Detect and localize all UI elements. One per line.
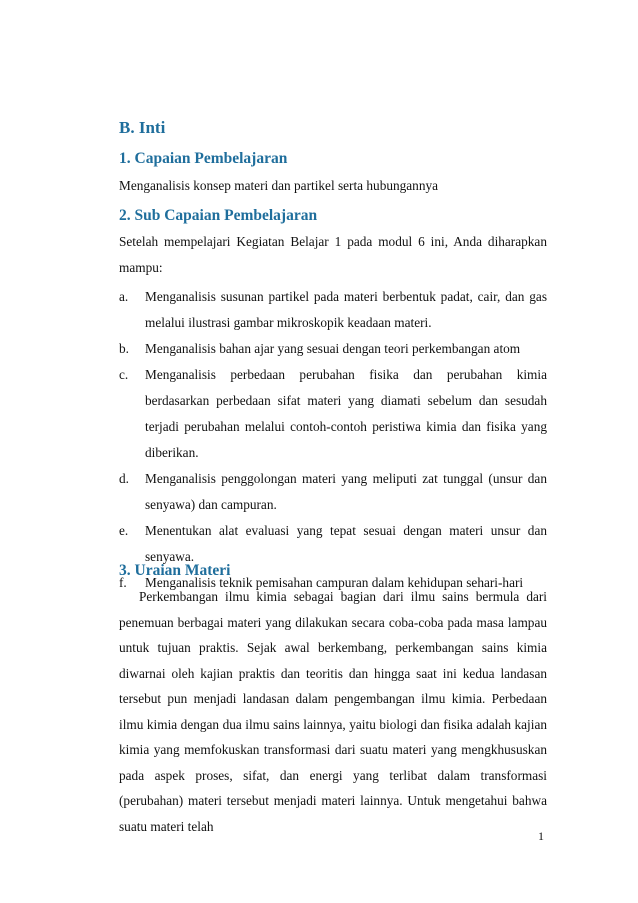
section-title: B. Inti xyxy=(119,118,166,137)
uraian-heading: 3. Uraian Materi xyxy=(119,562,231,579)
learning-objectives-list xyxy=(119,284,547,596)
sub-capaian-heading: 2. Sub Capaian Pembelajaran xyxy=(119,207,318,224)
objective-item xyxy=(119,284,547,336)
objective-item xyxy=(119,466,547,518)
capaian-text: Menganalisis konsep materi dan partikel serta hubungannya xyxy=(119,178,439,193)
objective-marker: e. xyxy=(119,523,129,538)
objective-marker: c. xyxy=(119,367,129,382)
uraian-paragraph: Perkembangan ilmu kimia sebagai bagian dari ilmu sains bermula dari penemuan berbagai materi yang dilakukan secara coba-coba pada masa lampau untuk tujuan praktis. Sejak awal berkembang, perkembangan sains kimia diwarnai oleh kajian praktis dan teoritis dan hingga saat ini kedua landasan tersebut pun menjadi landasan dalam pengembangan ilmu kimia. Perbedaan ilmu kimia dengan dua ilmu sains lainnya, yaitu biologi dan fisika adalah kajian kimia yang memfokuskan transformasi dari suatu materi yang mengkhususkan pada aspek proses, sifat, dan energi yang terlibat dalam transformasi (perubahan) materi tersebut menjadi materi lainnya. Untuk mengetahui bahwa suatu materi telah xyxy=(119,589,547,834)
objective-marker: a. xyxy=(119,289,129,304)
objective-text: Menganalisis penggolongan materi yang meliputi zat tunggal (unsur dan senyawa) dan campuran. xyxy=(145,471,547,512)
objective-marker: d. xyxy=(119,471,129,486)
objective-text: Menentukan alat evaluasi yang tepat sesuai dengan materi unsur dan senyawa. xyxy=(145,523,547,564)
objective-item xyxy=(119,336,547,362)
objective-text: Menganalisis susunan partikel pada materi berbentuk padat, cair, dan gas melalui ilustrasi gambar mikroskopik keadaan materi. xyxy=(145,289,547,330)
objective-text: Menganalisis bahan ajar yang sesuai dengan teori perkembangan atom xyxy=(145,341,521,356)
sub-capaian-intro: Setelah mempelajari Kegiatan Belajar 1 pada modul 6 ini, Anda diharapkan mampu: xyxy=(119,234,547,275)
objective-item xyxy=(119,362,547,466)
objective-text: Menganalisis teknik pemisahan campuran dalam kehidupan sehari-hari xyxy=(145,575,524,590)
page-number: 1 xyxy=(538,829,544,843)
objective-marker: b. xyxy=(119,341,129,356)
objective-text: Menganalisis perbedaan perubahan fisika dan perubahan kimia berdasarkan perbedaan sifat materi yang diamati sebelum dan sesudah terjadi perubahan melalui contoh-contoh peristiwa kimia dan fisika yang diberikan. xyxy=(145,367,547,460)
capaian-heading: 1. Capaian Pembelajaran xyxy=(119,150,288,167)
objective-marker: f. xyxy=(119,575,127,590)
